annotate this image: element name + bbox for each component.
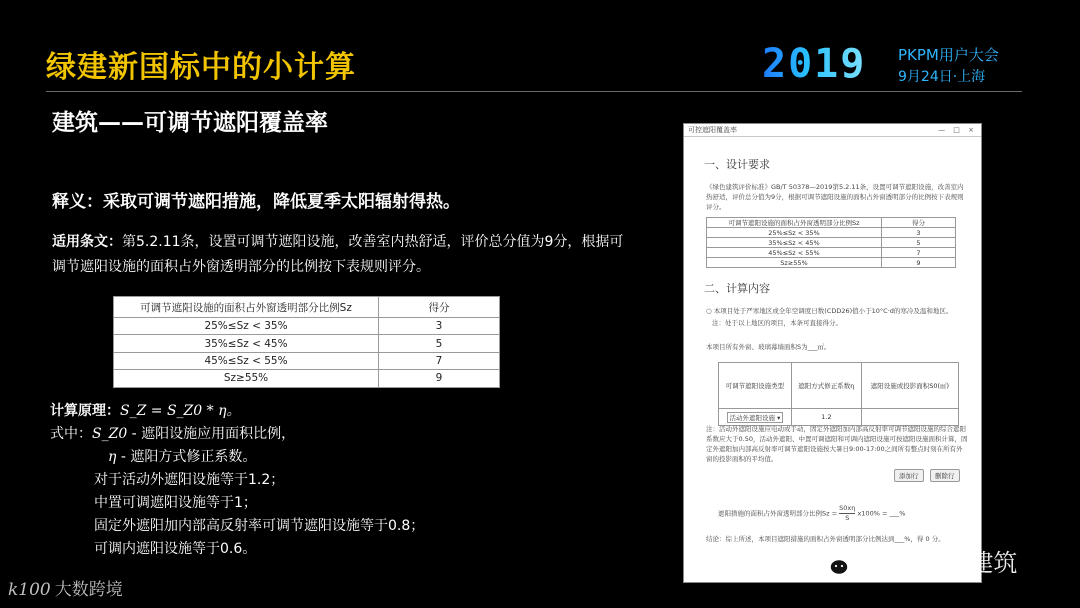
table-header-cell: 可调节遮阳设施的面积占外窗透明部分比例Sz xyxy=(114,297,379,318)
wechat-icon xyxy=(818,551,850,577)
table-cell: 5 xyxy=(882,238,956,248)
header-divider xyxy=(46,91,1022,92)
table-cell: 9 xyxy=(379,370,500,387)
table-cell: 45%≤Sz < 55% xyxy=(707,248,882,258)
calc-where-line xyxy=(50,423,295,446)
shading-type-value: 活动外遮阳设施 xyxy=(729,413,775,422)
clause-text: 第5.2.11条，设置可调节遮阳设施，改善室内热舒适，评价总分值为9分，根据可调节遮阳设施的面积占外窗透明部分的比例按下表规则评分。 xyxy=(52,234,624,275)
slide-title: 绿建新国标中的小计算 xyxy=(46,50,356,85)
dialog-conclusion: 结论：综上所述，本项目遮阳措施的面积占外窗透明部分比例达到___%，得 0 分。 xyxy=(706,535,945,543)
sz0-symbol: S_Z0 xyxy=(92,426,128,442)
table-cell: 7 xyxy=(379,352,500,369)
area-input[interactable] xyxy=(861,409,958,426)
ratio-denominator: S xyxy=(845,514,850,522)
calc-principle-label: 计算原理： xyxy=(50,403,120,419)
ratio-numerator: S0xη xyxy=(839,504,856,512)
table-header-cell: 得分 xyxy=(882,218,956,228)
table-cell: 1.2 xyxy=(791,409,861,426)
dialog-section-design: 一、设计要求 xyxy=(704,158,770,171)
table-header-row xyxy=(719,363,959,409)
table-cell: 35%≤Sz < 45% xyxy=(707,238,882,248)
brand-mark-icon: k100 xyxy=(8,580,51,600)
event-name: PKPM用户大会 xyxy=(898,46,999,64)
dialog-option-line[interactable] xyxy=(706,306,968,316)
table-header-cell: 可调节遮阳设施的面积占外窗透明部分比例Sz xyxy=(707,218,882,228)
definition-text: 释义：采取可调节遮阳措施，降低夏季太阳辐射得热。 xyxy=(52,192,460,212)
radio-icon[interactable]: ○ xyxy=(706,307,712,315)
table-header-cell: 遮阳方式修正系数η xyxy=(791,363,861,409)
calc-coef-line: 可调内遮阳设施等于0.6。 xyxy=(94,541,257,557)
table-row xyxy=(114,318,500,335)
brand-text: 大数跨境 xyxy=(54,580,123,600)
section-subtitle: 建筑——可调节遮阳覆盖率 xyxy=(52,110,328,136)
calc-eta-line xyxy=(108,446,256,469)
table-cell: Sz≥55% xyxy=(707,258,882,268)
table-cell: 9 xyxy=(882,258,956,268)
dialog-titlebar xyxy=(684,124,981,137)
dialog-title: 可控遮阳覆盖率 xyxy=(688,126,737,134)
window-controls-icon: — □ × xyxy=(938,126,977,134)
watermark-text: PKPM绿色建筑 xyxy=(856,549,1018,577)
wechat-watermark xyxy=(818,543,1017,578)
table-cell: 5 xyxy=(379,335,500,352)
software-dialog-screenshot xyxy=(683,123,982,583)
ratio-tail: x100% = ___% xyxy=(857,509,906,518)
table-cell: 7 xyxy=(882,248,956,258)
dialog-note: 注：活动外遮阳设施应电动或手动，固定外遮阳加内部高反射率可调节遮阳设施的综合遮阳系数应大于0.50，活动外遮阳、中置可调遮阳和可调内遮阳设施可按遮阳设施面积计算，固定外遮阳加内部高反射率可调节遮阳设施按大暑日9:00-17:00之间所有整点时刻在所有外窗的投影面积的平均值。 xyxy=(706,425,968,463)
dialog-ratio-formula xyxy=(718,504,980,523)
ratio-fraction xyxy=(839,504,855,523)
calc-where-label: 式中： xyxy=(50,426,92,442)
table-row xyxy=(707,258,956,268)
table-row xyxy=(707,228,956,238)
eta-symbol: η xyxy=(108,449,117,465)
shading-type-select[interactable]: 活动外遮阳设施 ▾ xyxy=(719,409,792,426)
dialog-score-table xyxy=(706,217,956,268)
dialog-calc-table xyxy=(718,362,959,426)
table-header-cell: 可调节遮阳设施类型 xyxy=(719,363,792,409)
dialog-area-line: 本项目所有外窗、玻璃幕墙面积S为___㎡。 xyxy=(706,343,831,351)
clause-label: 适用条文： xyxy=(52,234,122,250)
delete-row-button[interactable]: 删除行 xyxy=(930,469,960,482)
calc-principle xyxy=(50,400,240,423)
table-header-row xyxy=(707,218,956,228)
event-year-logo: 2019 xyxy=(762,41,867,87)
table-header-cell: 得分 xyxy=(379,297,500,318)
score-table xyxy=(113,296,500,388)
table-cell: 25%≤Sz < 35% xyxy=(114,318,379,335)
ratio-label: 遮阳措施的面积占外窗透明部分比例Sz = xyxy=(718,509,838,518)
table-cell: Sz≥55% xyxy=(114,370,379,387)
table-cell: 3 xyxy=(882,228,956,238)
dialog-design-text: 《绿色建筑评价标准》GB/T 50378—2019第5.2.11条，设置可调节遮阳设施，改善室内热舒适，评价总分值为9分，根据可调节遮阳设施的面积占外窗透明部分的比例按下表规则评分。 xyxy=(706,183,964,211)
sz0-description: - 遮阳设施应用面积比例， xyxy=(127,426,296,442)
add-row-button[interactable]: 添加行 xyxy=(894,469,924,482)
calc-coef-line: 中置可调遮阳设施等于1； xyxy=(94,495,257,511)
calc-formula: S_Z = S_Z0 * η。 xyxy=(120,403,241,419)
table-row xyxy=(114,335,500,352)
table-row xyxy=(719,409,959,426)
table-row xyxy=(114,370,500,387)
table-cell: 45%≤Sz < 55% xyxy=(114,352,379,369)
table-row xyxy=(114,352,500,369)
dialog-section-calc: 二、计算内容 xyxy=(704,282,770,295)
table-cell: 25%≤Sz < 35% xyxy=(707,228,882,238)
calc-coef-line: 固定外遮阳加内部高反射率可调节遮阳设施等于0.8； xyxy=(94,518,425,534)
clause-paragraph xyxy=(52,230,632,280)
eta-description: - 遮阳方式修正系数。 xyxy=(116,449,257,465)
table-row xyxy=(707,248,956,258)
event-date: 9月24日·上海 xyxy=(898,69,986,85)
dialog-option-text: 本项目处于严寒地区或全年空调度日数(CDD26)值小于10°C·d的寒冷及温和地区。 xyxy=(713,307,953,315)
corner-brand-logo xyxy=(8,575,123,600)
dialog-option-note: 注：处于以上地区的项目，本条可直接得分。 xyxy=(712,319,842,327)
table-cell: 3 xyxy=(379,318,500,335)
table-header-row xyxy=(114,297,500,318)
calc-coef-line: 对于活动外遮阳设施等于1.2； xyxy=(94,472,285,488)
table-header-cell: 遮阳设施或投影面积S0(㎡) xyxy=(861,363,958,409)
table-row xyxy=(707,238,956,248)
table-cell: 35%≤Sz < 45% xyxy=(114,335,379,352)
